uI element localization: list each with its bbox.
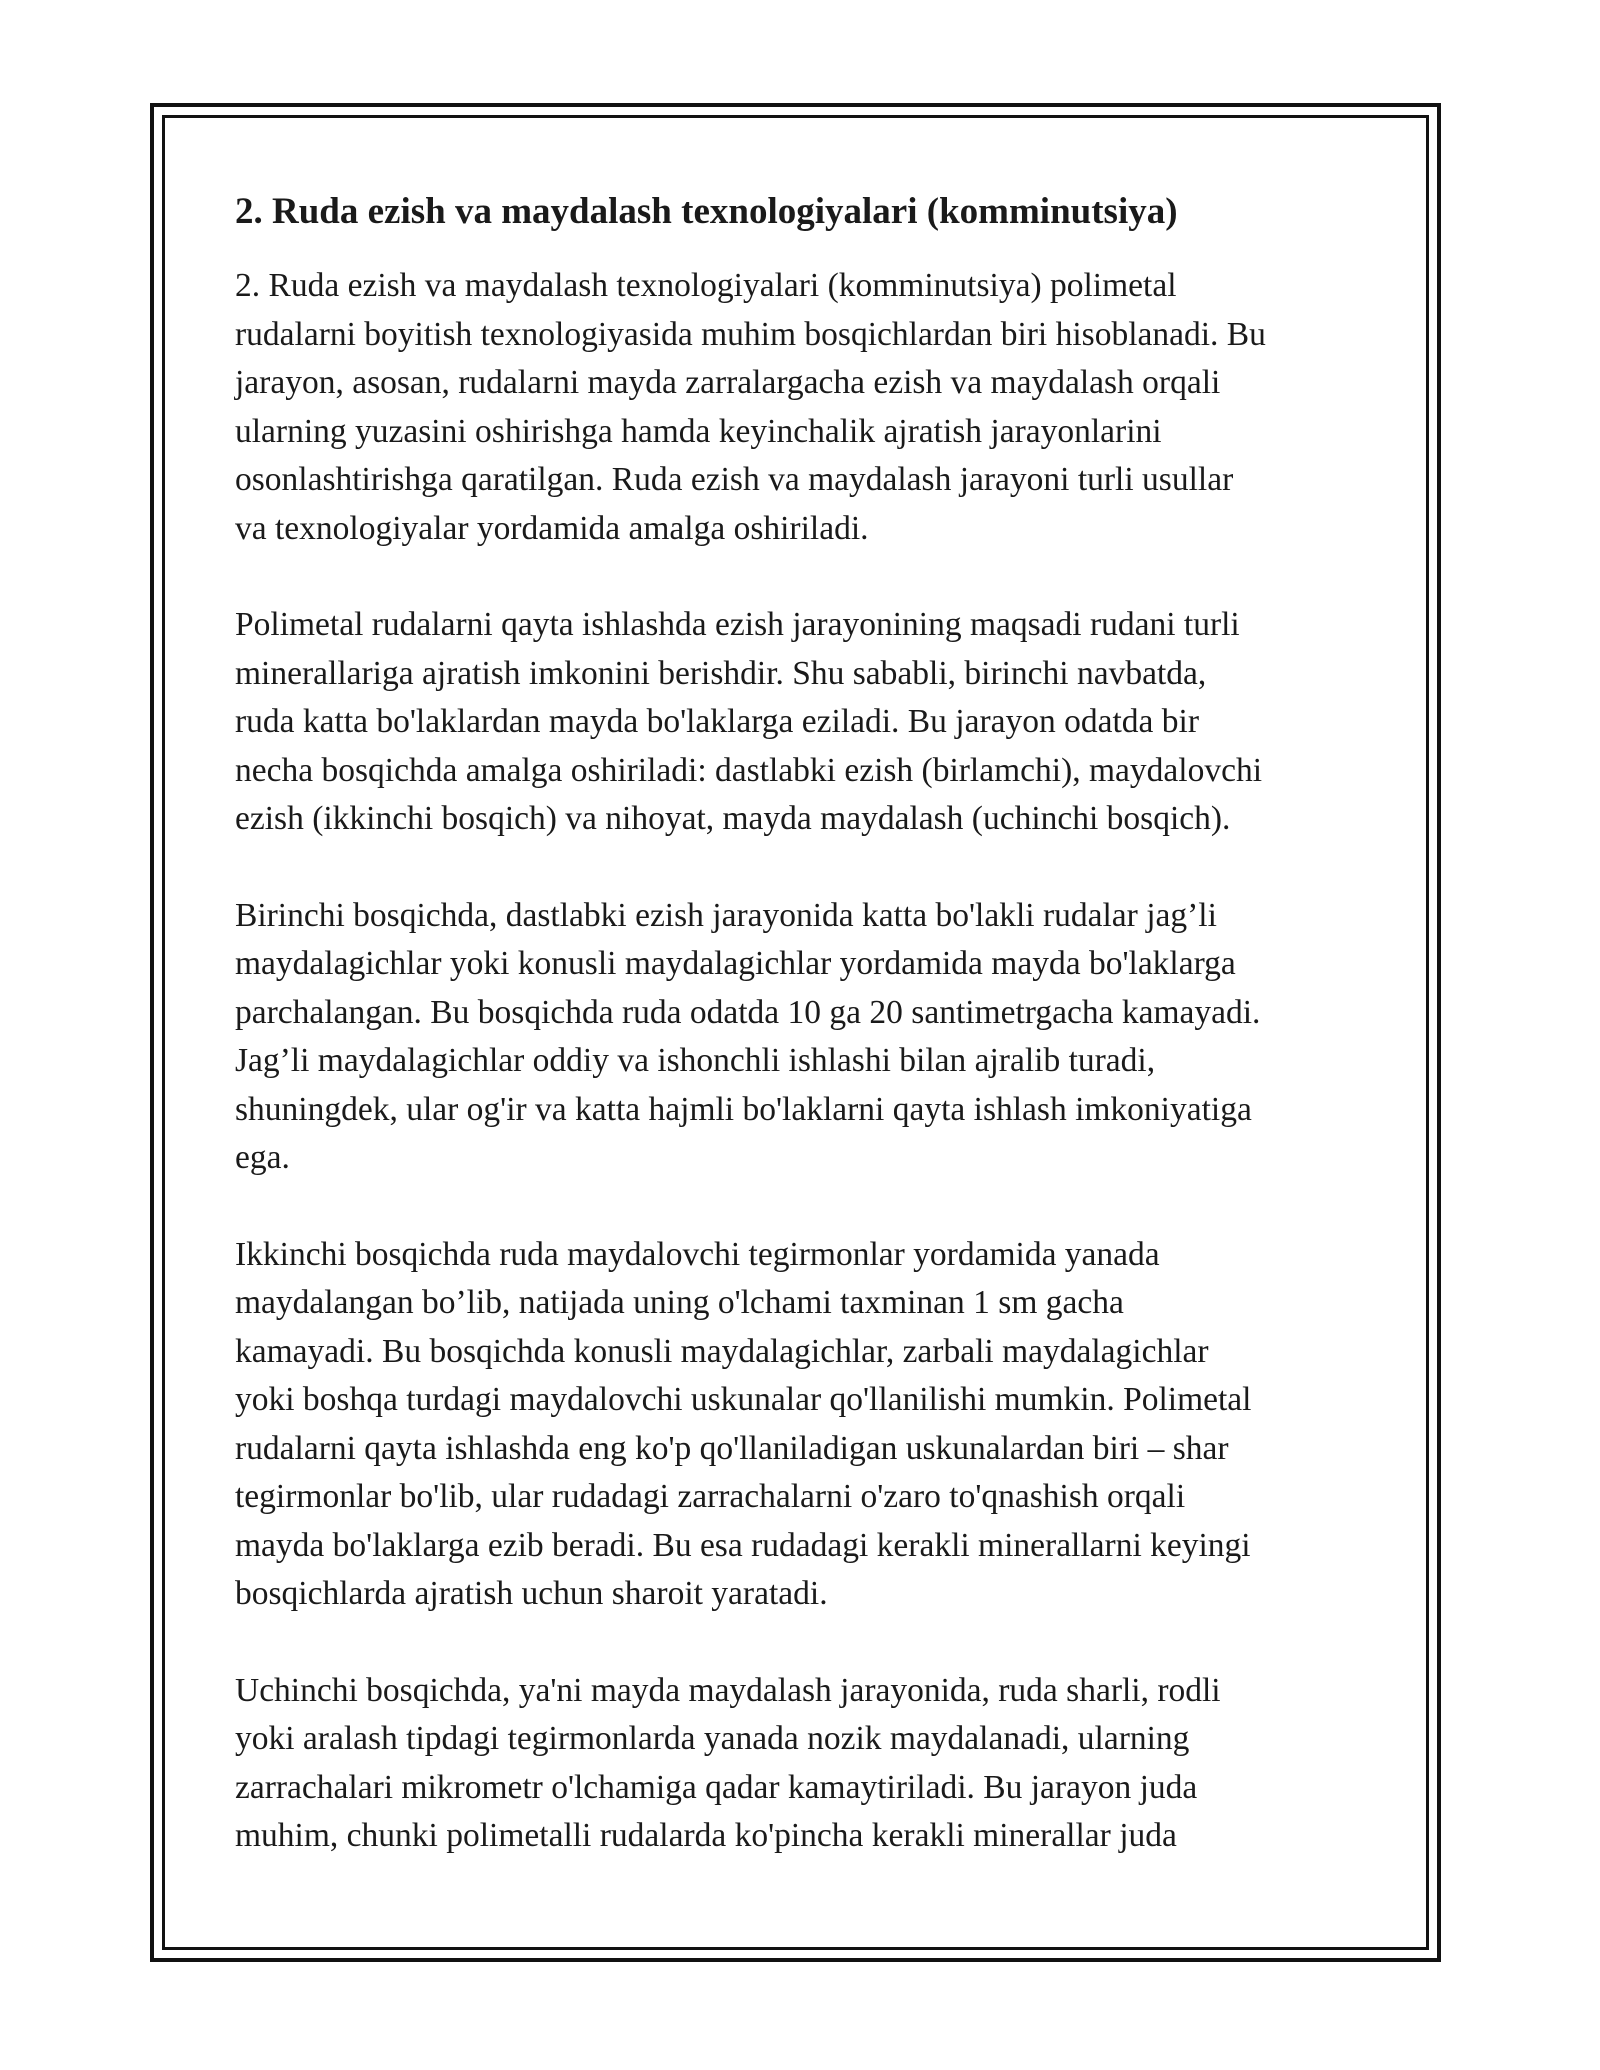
text-line: rudalarni qayta ishlashda eng ko'p qo'llaniladigan uskunalardan biri – shar: [235, 1429, 1229, 1467]
text-line: ezish (ikkinchi bosqich) va nihoyat, mayda maydalash (uchinchi bosqich).: [235, 800, 1231, 837]
text-line: bosqichlarda ajratish uchun sharoit yaratadi.: [235, 1575, 828, 1612]
text-line: necha bosqichda amalga oshiriladi: dastlabki ezish (birlamchi), maydalovchi: [235, 751, 1263, 789]
text-line: va texnologiyalar yordamida amalga oshiriladi.: [235, 509, 869, 547]
paragraph-4: [235, 1231, 1375, 1619]
paragraph-2: [235, 601, 1375, 844]
text-line: rudalarni boyitish texnologiyasida muhim bosqichlardan biri hisoblanadi. Bu: [235, 315, 1266, 353]
text-line: tegirmonlar bo'lib, ular rudadagi zarrachalarni o'zaro to'qnashish orqali: [235, 1478, 1186, 1515]
text-line: yoki aralash tipdagi tegirmonlarda yanada nozik maydalanadi, ularning: [235, 1720, 1190, 1757]
paragraph-5: [235, 1667, 1375, 1861]
text-line: ruda katta bo'laklardan mayda bo'laklarga eziladi. Bu jarayon odatda bir: [235, 703, 1199, 740]
text-line: Birinchi bosqichda, dastlabki ezish jarayonida katta bo'lakli rudalar jag’li: [235, 896, 1217, 934]
text-line: ega.: [235, 1139, 290, 1176]
section-title: 2. Ruda ezish va maydalash texnologiyalari (komminutsiya): [235, 191, 1178, 232]
paragraph-1: [235, 262, 1375, 553]
text-line: maydalagichlar yoki konusli maydalagichlar yordamida mayda bo'laklarga: [235, 945, 1236, 982]
text-line: parchalangan. Bu bosqichda ruda odatda 10 ga 20 santimetrgacha kamayadi.: [235, 993, 1261, 1031]
text-line: jarayon, asosan, rudalarni mayda zarralargacha ezish va maydalash orqali: [235, 364, 1221, 401]
text-line: muhim, chunki polimetalli rudalarda ko'pincha kerakli minerallar juda: [235, 1817, 1177, 1854]
text-line: Polimetal rudalarni qayta ishlashda ezish jarayonining maqsadi rudani turli: [235, 606, 1240, 643]
text-line: kamayadi. Bu bosqichda konusli maydalagichlar, zarbali maydalagichlar: [235, 1332, 1209, 1370]
text-line: zarrachalari mikrometr o'lchamiga qadar kamaytiriladi. Bu jarayon juda: [235, 1768, 1198, 1806]
text-line: Uchinchi bosqichda, ya'ni mayda maydalash jarayonida, ruda sharli, rodli: [235, 1671, 1221, 1709]
text-line: Jag’li maydalagichlar oddiy va ishonchli ishlashi bilan ajralib turadi,: [235, 1042, 1156, 1079]
document-body: [235, 180, 1375, 1909]
text-line: maydalangan bo’lib, natijada uning o'lchami taxminan 1 sm gacha: [235, 1284, 1124, 1321]
text-line: minerallariga ajratish imkonini berishdir. Shu sababli, birinchi navbatda,: [235, 654, 1207, 692]
paragraph-3: [235, 892, 1375, 1183]
text-line: mayda bo'laklarga ezib beradi. Bu esa rudadagi kerakli minerallarni keyingi: [235, 1526, 1251, 1564]
text-line: shuningdek, ular og'ir va katta hajmli bo'laklarni qayta ishlash imkoniyatiga: [235, 1090, 1252, 1128]
text-line: yoki boshqa turdagi maydalovchi uskunalar qo'llanilishi mumkin. Polimetal: [235, 1381, 1252, 1418]
text-line: osonlashtirishga qaratilgan. Ruda ezish va maydalash jarayoni turli usullar: [235, 461, 1234, 498]
text-line: ularning yuzasini oshirishga hamda keyinchalik ajratish jarayonlarini: [235, 412, 1162, 450]
text-line: 2. Ruda ezish va maydalash texnologiyalari (komminutsiya) polimetal: [235, 267, 1177, 304]
text-line: Ikkinchi bosqichda ruda maydalovchi tegirmonlar yordamida yanada: [235, 1235, 1160, 1273]
